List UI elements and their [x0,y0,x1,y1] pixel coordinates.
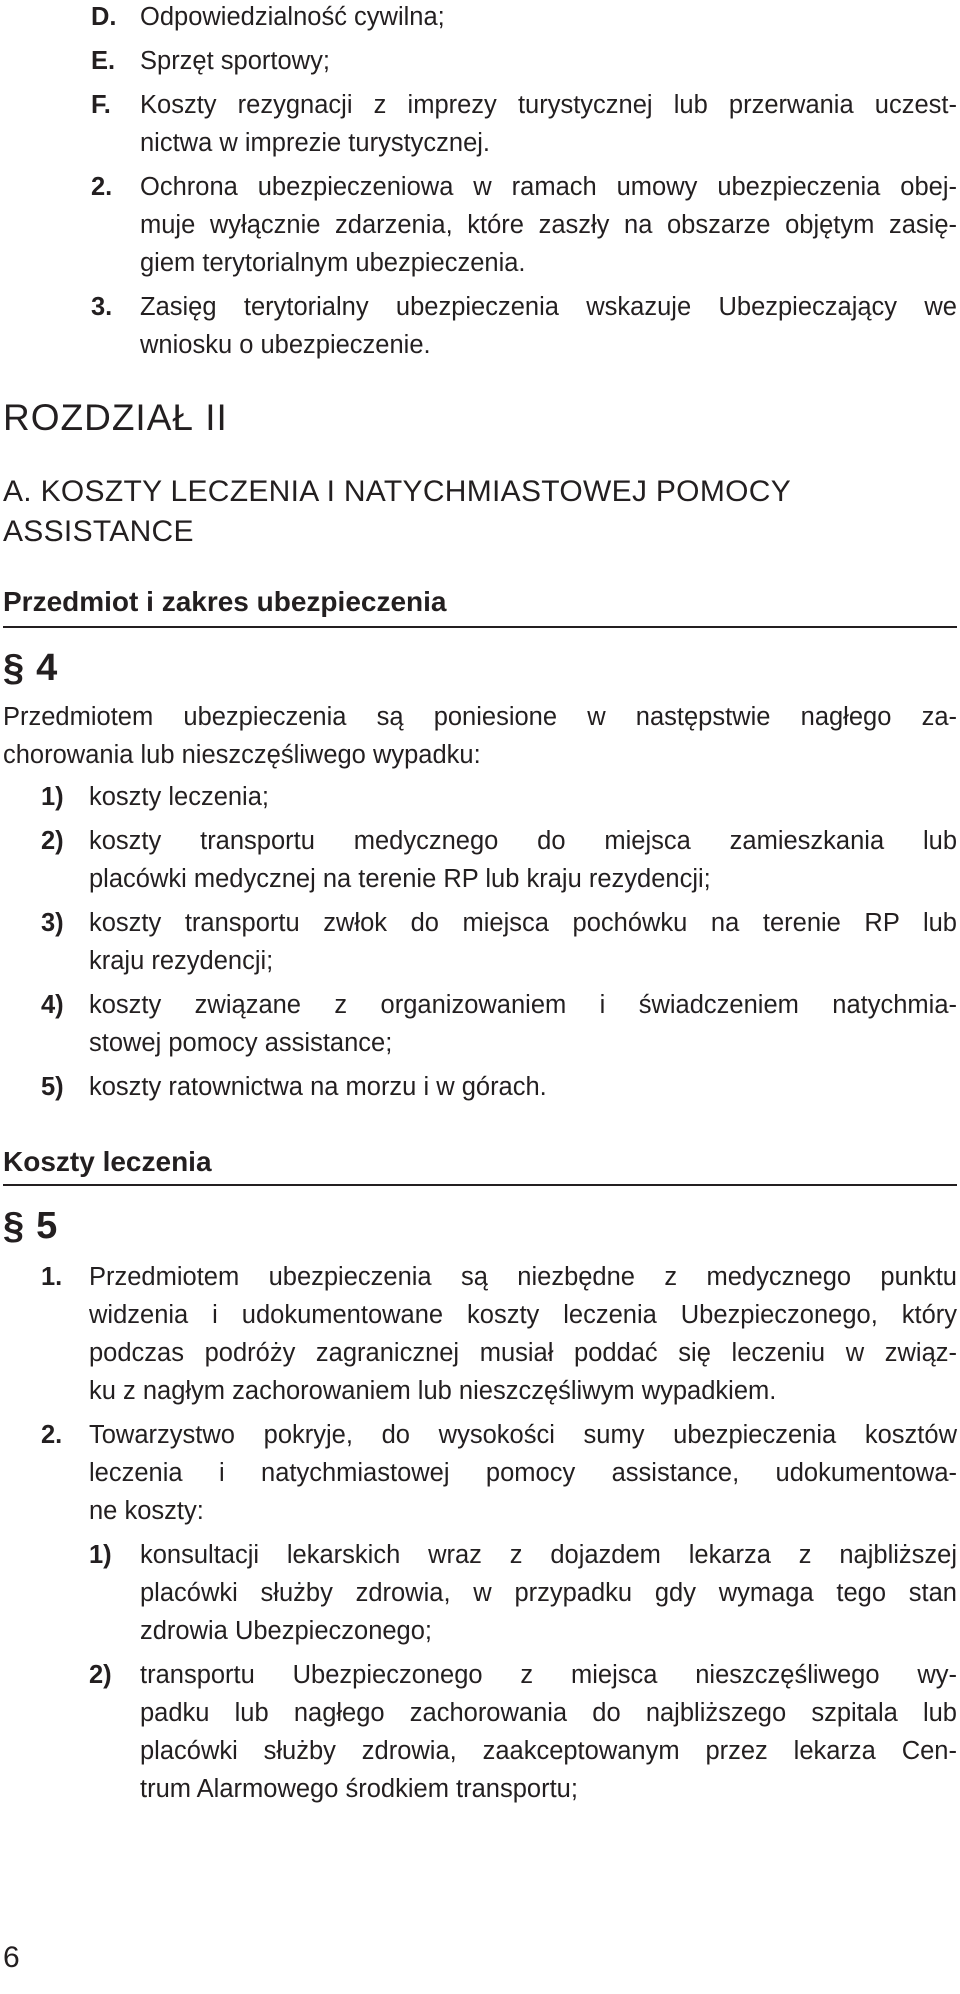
para-5-sub-1-line3: zdrowia Ubezpieczonego; [140,1617,433,1645]
para-4-item-2-line1: koszty transportu medycznego do miejsca zamieszkania lub [89,827,957,855]
list-item-f-line2: nictwa w imprezie turystycznej. [140,129,491,157]
costs-heading-rule [3,1184,957,1186]
para-5-point-1-line3: podczas podróży zagranicznej musiał poddać się leczeniu w związ- [89,1339,957,1367]
para-4-item-3-line2: kraju rezydencji; [89,947,274,975]
para-5-point-1-marker: 1. [41,1263,63,1291]
para-5-point-2-marker: 2. [41,1421,63,1449]
paragraph-number: 5 [36,1205,58,1247]
para-4-item-5: koszty ratownictwa na morzu i w górach. [89,1073,547,1101]
chapter-heading: ROZDZIAŁ II [3,397,228,438]
para-4-intro-line2: chorowania lub nieszczęśliwego wypadku: [3,741,481,769]
point-2-line1: Ochrona ubezpieczeniowa w ramach umowy ubezpieczenia obej- [140,173,957,201]
point-2-marker: 2. [91,173,113,201]
para-4-item-4-marker: 4) [41,991,64,1019]
para-4-item-3-line1: koszty transportu zwłok do miejsca pochówku na terenie RP lub [89,909,957,937]
list-marker-f: F. [91,91,111,119]
costs-heading: Koszty leczenia [3,1146,212,1177]
para-5-sub-2-marker: 2) [89,1661,112,1689]
para-5-sub-2-line2: padku lub nagłego zachorowania do najbliższego szpitala lub [140,1699,957,1727]
para-5-sub-2-line3: placówki służby zdrowia, zaakceptowanym przez lekarza Cen- [140,1737,957,1765]
list-marker-d: D. [91,3,117,31]
para-5-sub-1-line1: konsultacji lekarskich wraz z dojazdem lekarza z najbliższej [140,1541,957,1569]
paragraph-4-heading [3,646,57,690]
para-5-point-1-line4: ku z nagłym zachorowaniem lub nieszczęśliwym wypadkiem. [89,1377,777,1405]
para-5-point-1-line1: Przedmiotem ubezpieczenia są niezbędne z medycznego punktu [89,1263,957,1291]
para-4-item-4-line2: stowej pomocy assistance; [89,1029,393,1057]
para-5-point-1-line2: widzenia i udokumentowane koszty leczenia Ubezpieczonego, który [89,1301,957,1329]
para-5-point-2-line3: ne koszty: [89,1497,204,1525]
section-title-line2: ASSISTANCE [3,515,194,548]
para-4-item-2-line2: placówki medycznej na terenie RP lub kraju rezydencji; [89,865,711,893]
point-2-line3: giem terytorialnym ubezpieczenia. [140,249,526,277]
para-5-point-2-line1: Towarzystwo pokryje, do wysokości sumy ubezpieczenia kosztów [89,1421,957,1449]
subject-heading: Przedmiot i zakres ubezpieczenia [3,586,447,617]
para-4-item-5-marker: 5) [41,1073,64,1101]
para-5-sub-2-line1: transportu Ubezpieczonego z miejsca nieszczęśliwego wy- [140,1661,957,1689]
point-3-marker: 3. [91,293,113,321]
list-item-e: Sprzęt sportowy; [140,47,330,75]
list-item-d: Odpowiedzialność cywilna; [140,3,445,31]
paragraph-5-heading [3,1204,57,1248]
point-3-line1: Zasięg terytorialny ubezpieczenia wskazuje Ubezpieczający we [140,293,957,321]
para-4-item-1: koszty leczenia; [89,783,269,811]
paragraph-number: 4 [36,647,58,689]
heading-rule [3,626,957,628]
section-sign: § [3,647,25,689]
para-5-point-2-line2: leczenia i natychmiastowej pomocy assistance, udokumentowa- [89,1459,957,1487]
para-4-item-1-marker: 1) [41,783,64,811]
page-number: 6 [3,1941,20,1974]
para-5-sub-1-line2: placówki służby zdrowia, w przypadku gdy wymaga tego stan [140,1579,957,1607]
para-4-item-2-marker: 2) [41,827,64,855]
section-sign: § [3,1205,25,1247]
para-4-item-4-line1: koszty związane z organizowaniem i świadczeniem natychmia- [89,991,957,1019]
point-3-line2: wniosku o ubezpieczenie. [140,331,431,359]
para-4-item-3-marker: 3) [41,909,64,937]
para-5-sub-2-line4: trum Alarmowego środkiem transportu; [140,1775,578,1803]
para-4-intro-line1: Przedmiotem ubezpieczenia są poniesione w następstwie nagłego za- [3,703,957,731]
para-5-sub-1-marker: 1) [89,1541,112,1569]
list-marker-e: E. [91,47,116,75]
section-title-line1: A. KOSZTY LECZENIA I NATYCHMIASTOWEJ POMOCY [3,475,792,508]
list-item-f-line1: Koszty rezygnacji z imprezy turystycznej lub przerwania uczest- [140,91,957,119]
point-2-line2: muje wyłącznie zdarzenia, które zaszły na obszarze objętym zasię- [140,211,957,239]
